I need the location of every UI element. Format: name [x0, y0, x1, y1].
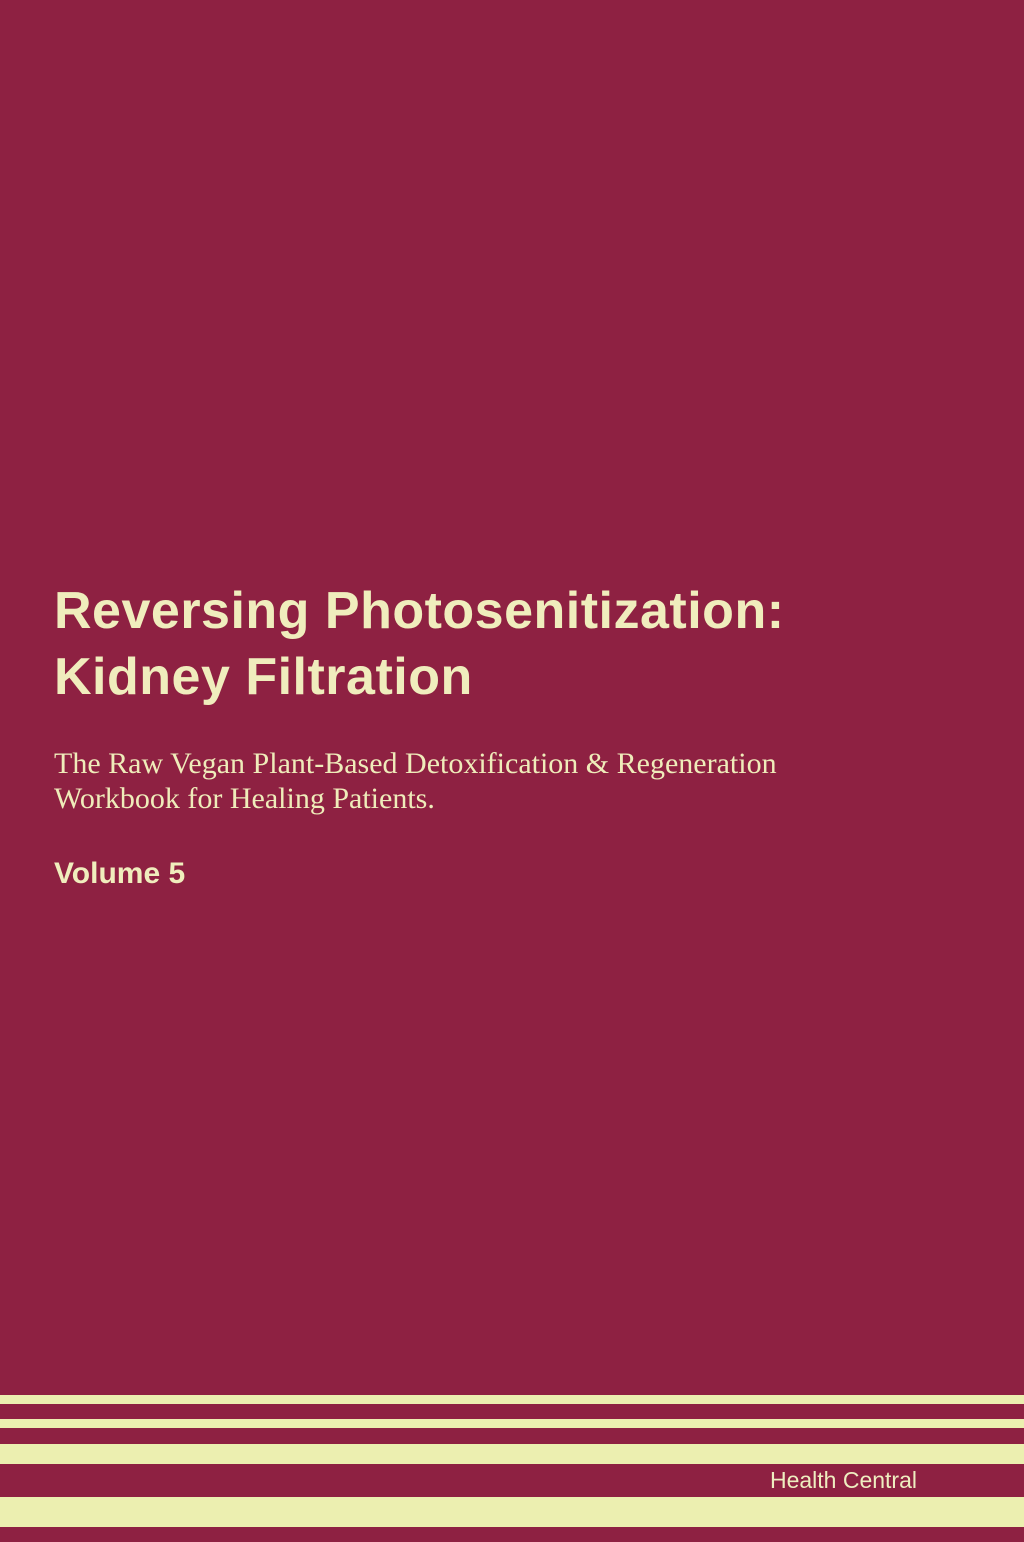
book-subtitle — [54, 746, 777, 816]
book-title — [54, 578, 785, 710]
footer-stripe-4 — [0, 1497, 1024, 1527]
footer-stripe-3 — [0, 1444, 1024, 1464]
publisher-band — [0, 1464, 1024, 1497]
publisher-name: Health Central — [769, 1467, 917, 1493]
subtitle-line-2: Workbook for Healing Patients. — [54, 782, 435, 815]
footer-stripe-1 — [0, 1395, 1024, 1404]
volume-label: Volume 5 — [54, 857, 186, 890]
subtitle-line-1: The Raw Vegan Plant-Based Detoxification & Regeneration — [54, 747, 777, 780]
title-line-1: Reversing Photosenitization: — [54, 582, 785, 640]
title-line-2: Kidney Filtration — [54, 648, 473, 706]
footer-stripe-2 — [0, 1419, 1024, 1428]
